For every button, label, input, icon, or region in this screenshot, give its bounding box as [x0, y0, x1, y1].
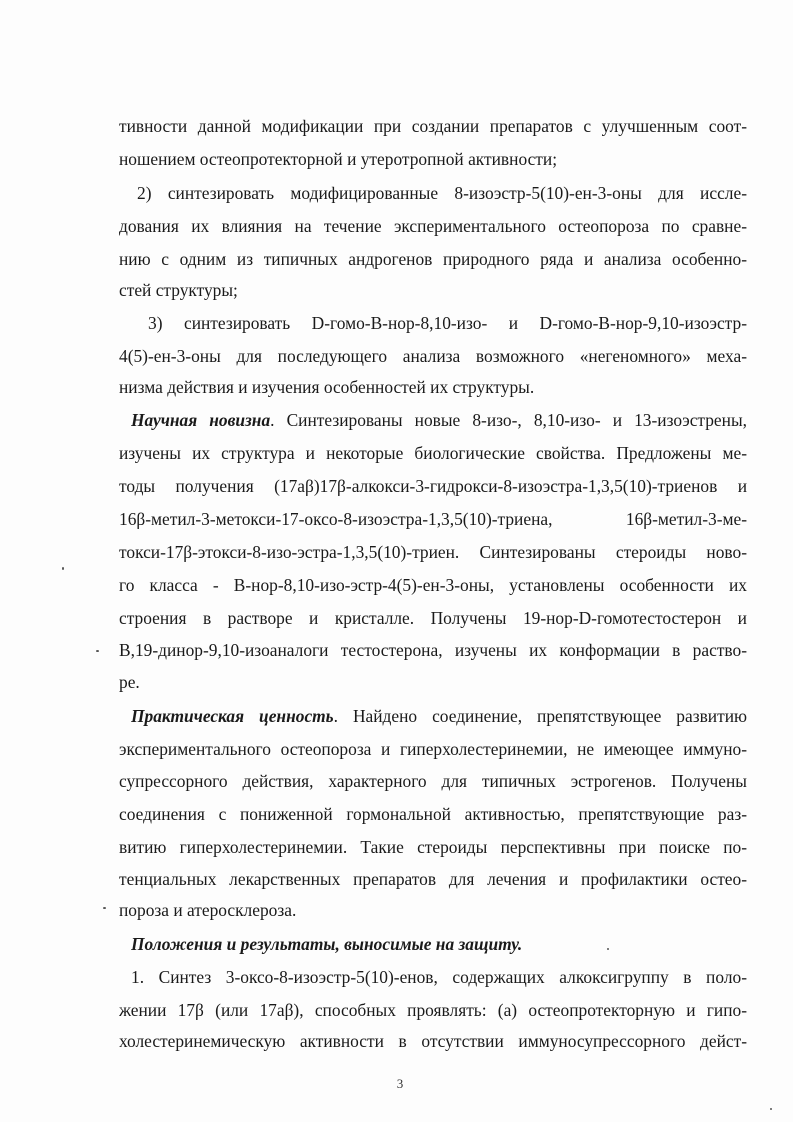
text-line-22: соединения с пониженной гормональной активностью, препятствующие раз-	[119, 804, 747, 824]
text-line-13: 16β-метил-3-метокси-17-оксо-8-изоэстра-1,3,5(10)-триена, 16β-метил-3-ме-	[119, 509, 747, 529]
text-line-28: жении 17β (или 17аβ), способных проявлять: (а) остеопротекторную и гипо-	[119, 1000, 747, 1020]
page-number: 3	[396, 1076, 404, 1091]
text-line-20: экспериментального остеопороза и гиперхолестеринемии, не имеющее иммуно-	[119, 739, 747, 759]
text-line-25: пороза и атеросклероза.	[119, 900, 297, 920]
scan-speck	[62, 567, 64, 570]
text-line-29: холестеринемическую активности в отсутствии иммуносупрессорного дейст-	[119, 1031, 747, 1051]
text-line-12: тоды получения (17аβ)17β-алкокси-3-гидрокси-8-изоэстра-1,3,5(10)-триенов и	[119, 476, 747, 496]
text-line-11: изучены их структура и некоторые биологические свойства. Предложены ме-	[119, 443, 747, 463]
text-line-1: тивности данной модификации при создании препаратов с улучшенным соот-	[119, 116, 747, 136]
text-line-24: тенциальных лекарственных препаратов для лечения и профилактики остео-	[119, 869, 747, 889]
text-line-8: 4(5)-ен-3-оны для последующего анализа возможного «негеномного» меха-	[119, 346, 747, 366]
text-line-2: ношением остеопротекторной и утеротропной активности;	[119, 149, 558, 169]
text-line-14: токси-17β-этокси-8-изо-эстра-1,3,5(10)-триен. Синтезированы стероиды ново-	[119, 542, 747, 562]
text-line-7: 3) синтезировать D-гомо-B-нор-8,10-изо- и D-гомо-B-нор-9,10-изоэстр-	[148, 313, 747, 333]
text-line-6: стей структуры;	[119, 280, 238, 300]
text-line-18: ре.	[119, 672, 140, 692]
scientific-novelty-line: Научная новизна. Синтезированы новые 8-изо-, 8,10-изо- и 13-изоэстрены,	[131, 410, 747, 430]
text-line-16: строения в растворе и кристалле. Получены 19-нор-D-гомотестостерон и	[119, 608, 747, 628]
practical-value-heading: Практическая ценность	[131, 706, 334, 726]
text-line-5: нию с одним из типичных андрогенов природного ряда и анализа особенно-	[119, 249, 747, 269]
text-line-17: B,19-динор-9,10-изоаналоги тестостерона, изучены их конформации в раство-	[119, 640, 747, 660]
scan-speck	[607, 948, 609, 950]
scientific-novelty-heading: Научная новизна	[131, 410, 271, 430]
scan-speck	[96, 650, 99, 652]
defense-positions-line	[131, 934, 747, 954]
text-line-15: го класса - B-нор-8,10-изо-эстр-4(5)-ен-3-оны, установлены особенности их	[119, 575, 747, 595]
defense-positions-heading: Положения и результаты, выносимые на защиту.	[131, 934, 523, 954]
text-line-21: супрессорного действия, характерного для типичных эстрогенов. Получены	[119, 771, 747, 791]
practical-value-line: Практическая ценность. Найдено соединение, препятствующее развитию	[131, 706, 747, 726]
text-line-3: 2) синтезировать модифицированные 8-изоэстр-5(10)-ен-3-оны для иссле-	[137, 183, 747, 203]
text-line-9: низма действия и изучения особенностей их структуры.	[119, 377, 535, 397]
text-line-23: витию гиперхолестеринемии. Такие стероиды перспективны при поиске по-	[119, 837, 747, 857]
text-line-4: дования их влияния на течение экспериментального остеопороза по сравне-	[119, 216, 747, 236]
scan-speck	[103, 907, 106, 909]
text-line-27: 1. Синтез 3-оксо-8-изоэстр-5(10)-енов, содержащих алкоксигруппу в поло-	[131, 967, 747, 987]
scan-speck	[770, 1108, 772, 1110]
